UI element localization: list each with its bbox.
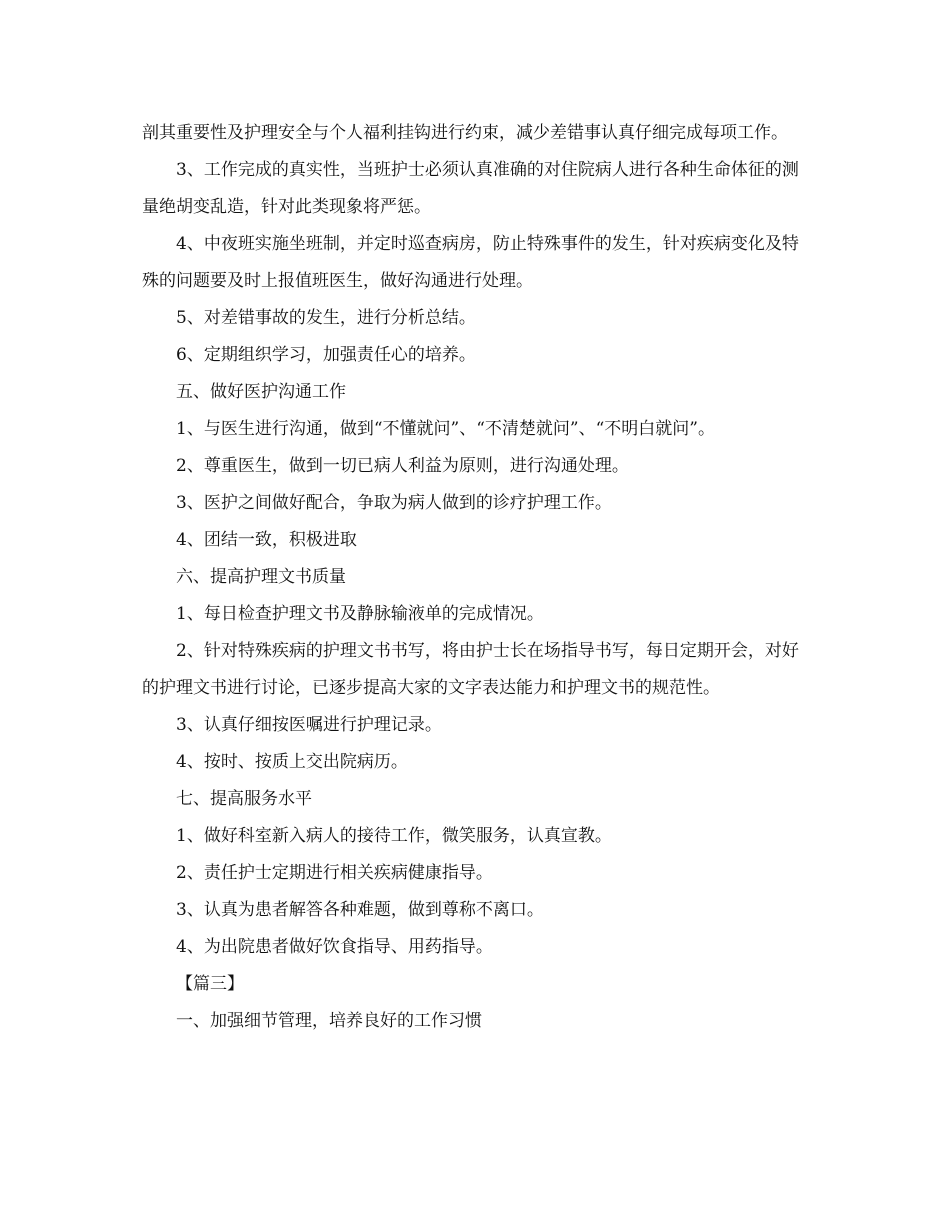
paragraph: 5、对差错事故的发生，进行分析总结。 — [176, 308, 476, 328]
section-heading: 五、做好医护沟通工作 — [176, 382, 346, 402]
paragraph: 1、做好科室新入病人的接待工作，微笑服务，认真宣教。 — [176, 826, 612, 846]
section-heading: 七、提高服务水平 — [176, 789, 312, 809]
section-heading: 六、提高护理文书质量 — [176, 567, 346, 587]
paragraph: 1、与医生进行沟通，做到“不懂就问”、“不清楚就问”、“不明白就问”。 — [176, 419, 715, 439]
paragraph: 2、针对特殊疾病的护理文书书写，将由护士长在场指导书写，每日定期开会，对好的护理文书进行讨论，已逐步提高大家的文字表达能力和护理文书的规范性。 — [142, 641, 799, 698]
paragraph: 6、定期组织学习，加强责任心的培养。 — [176, 345, 476, 365]
paragraph: 2、尊重医生，做到一切已病人利益为原则，进行沟通处理。 — [176, 456, 629, 476]
paragraph: 3、认真仔细按医嘱进行护理记录。 — [176, 715, 442, 735]
section-heading: 一、加强细节管理，培养良好的工作习惯 — [176, 1011, 482, 1031]
paragraph: 4、为出院患者做好饮食指导、用药指导。 — [176, 937, 493, 957]
paragraph: 3、工作完成的真实性，当班护士必须认真准确的对住院病人进行各种生命体征的测量绝胡变乱造，针对此类现象将严惩。 — [142, 160, 799, 217]
paragraph: 4、中夜班实施坐班制，并定时巡查病房，防止特殊事件的发生，针对疾病变化及特殊的问题要及时上报值班医生，做好沟通进行处理。 — [142, 234, 799, 291]
paragraph: 4、团结一致，积极进取 — [176, 530, 357, 550]
chapter-heading: 【篇三】 — [176, 974, 244, 994]
paragraph: 4、按时、按质上交出院病历。 — [176, 752, 408, 772]
document-body — [142, 115, 812, 1040]
paragraph: 1、每日检查护理文书及静脉输液单的完成情况。 — [176, 604, 544, 624]
paragraph: 3、医护之间做好配合，争取为病人做到的诊疗护理工作。 — [176, 493, 612, 513]
paragraph: 2、责任护士定期进行相关疾病健康指导。 — [176, 863, 493, 883]
paragraph: 3、认真为患者解答各种难题，做到尊称不离口。 — [176, 900, 544, 920]
paragraph: 剖其重要性及护理安全与个人福利挂钩进行约束，减少差错事认真仔细完成每项工作。 — [142, 123, 788, 143]
